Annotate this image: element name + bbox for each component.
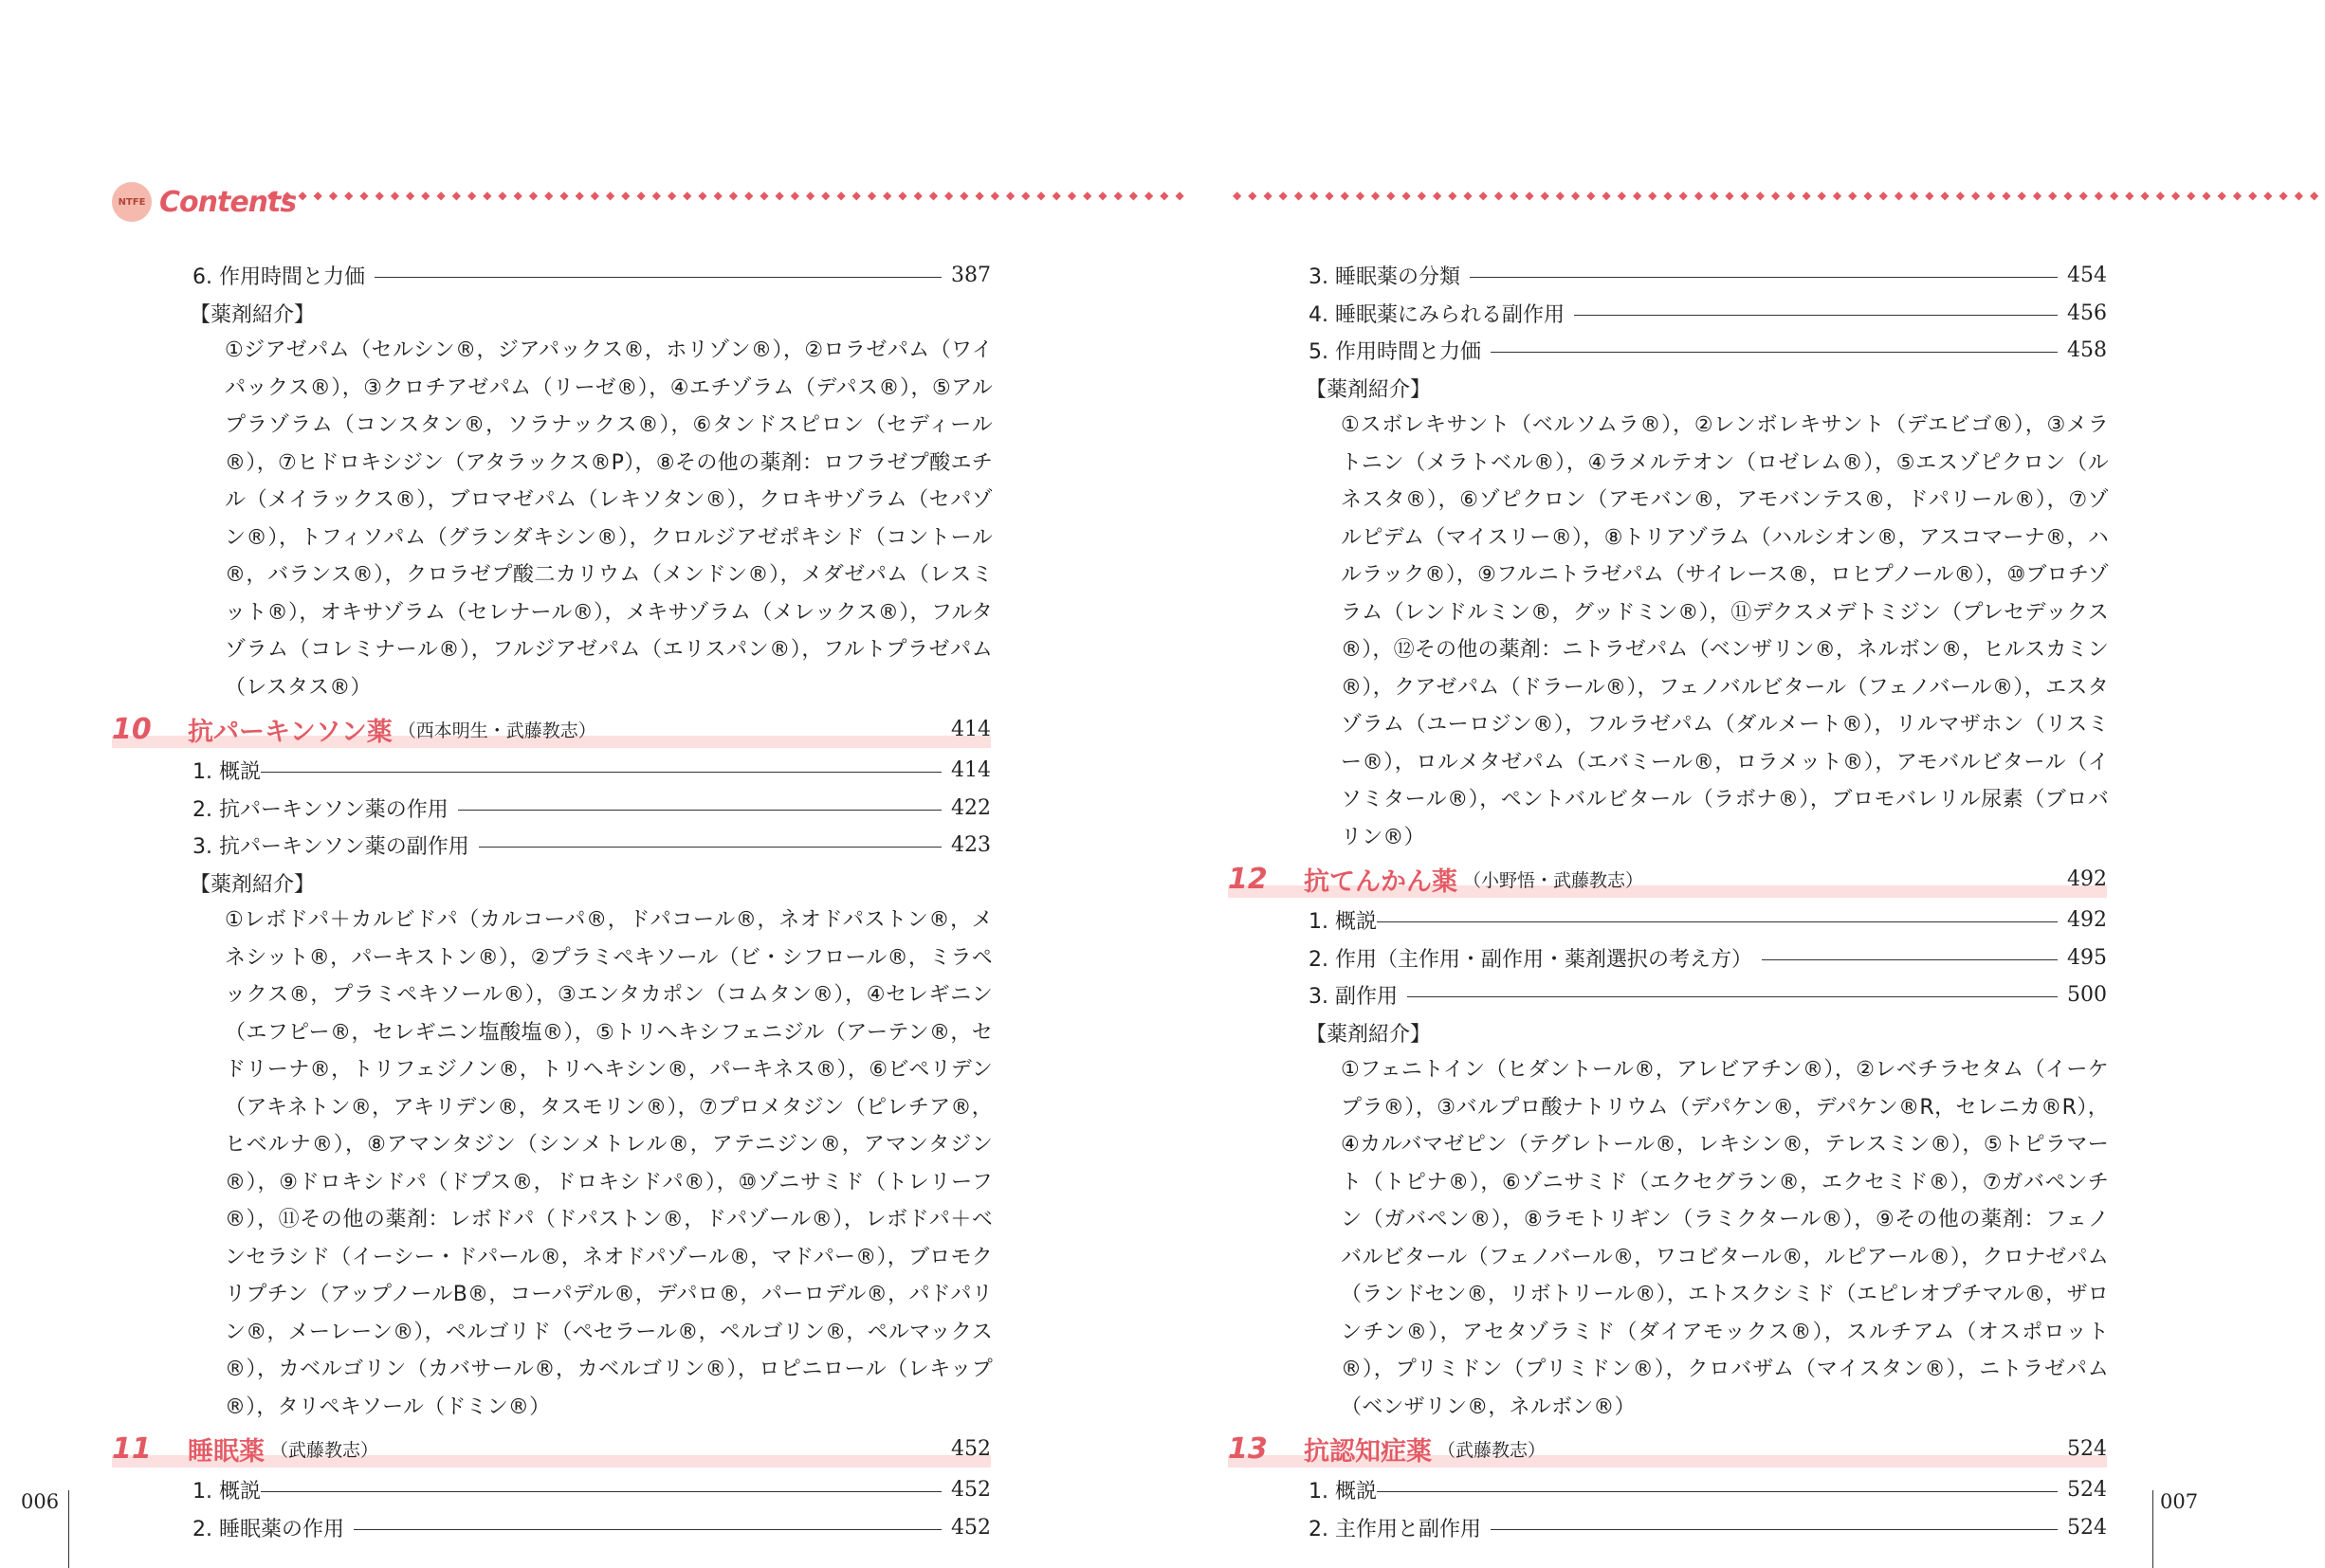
leader-line: [458, 810, 942, 811]
chapter-page: 452: [951, 1436, 991, 1461]
flower-badge-icon: NTFE: [112, 182, 152, 222]
toc-entry[interactable]: 1. 概説 492: [1309, 908, 2107, 935]
page-edge-line: [2152, 1490, 2153, 1568]
toc-entry[interactable]: 2. 睡眠薬の作用 452: [192, 1515, 991, 1541]
chapter-title: 睡眠薬: [188, 1436, 265, 1467]
page-edge-line: [68, 1490, 69, 1568]
section-label: 【薬剤紹介】: [1306, 377, 1432, 402]
toc-entry-page: 387: [951, 264, 991, 288]
section-label: 【薬剤紹介】: [190, 872, 316, 897]
chapter-number: 10: [112, 712, 152, 746]
leader-line: [1470, 277, 2058, 278]
chapter-page: 414: [951, 717, 991, 741]
chapter-authors: （西本明生・武藤教志）: [397, 720, 596, 741]
leader-line: [1574, 315, 2058, 316]
toc-entry[interactable]: 1. 概説 524: [1309, 1478, 2107, 1504]
leader-line: [261, 1491, 942, 1492]
drug-list: ①フェニトイン（ヒダントール®，アレビアチン®），②レベチラセタム（イーケプラ®），③バルプロ酸ナトリウム（デパケン®，デパケン®R，セレニカ®R），④カルバマゼピン（テグレトール®，レキシン®，テレスミン®），⑤トピラマート（トピナ®），⑥ゾニサミド（エクセグラン®，エクセミド®），⑦ガバペンチン（ガバペン®），⑧ラモトリギン（ラミクタール®），⑨その他の薬剤：フェノバルビタール（フェノバール®，ワコビタール®，ルピアール®），クロナゼパム（ランドセン®，リボトリール®），エトスクシミド（エピレオプチマル®，ザロンチン®），アセタゾラミド（ダイアモックス®），スルチアム（オスポロット®），プリミドン（プリミドン®），クロバザム（マイスタン®），ニトラゼパム（ベンザリン®，ネルボン®）: [1341, 1058, 2109, 1419]
chapter-title: 抗パーキンソン薬: [188, 717, 393, 747]
leader-line: [1491, 352, 2058, 353]
chapter-number: 11: [112, 1431, 152, 1466]
chapter-page: 492: [2067, 866, 2107, 891]
drug-list: ①レボドパ＋カルビドパ（カルコーパ®，ドパコール®，ネオドパストン®，メネシット®，パーキストン®），②プラミペキソール（ビ・シフロール®，ミラペックス®，プラミペキソール®），③エンタカポン（コムタン®），④セレギニン（エフピー®，セレギニン塩酸塩®），⑤トリヘキシフェニジル（アーテン®，セドリーナ®，トリフェジノン®，トリヘキシン®，パーキネス®），⑥ビペリデン（アキネトン®，アキリデン®，タスモリン®），⑦プロメタジン（ピレチア®，ヒベルナ®），⑧アマンタジン（シンメトレル®，アテニジン®，アマンタジン®），⑨ドロキシドパ（ドプス®，ドロキシドパ®），⑩ゾニサミド（トレリーフ®），⑪その他の薬剤：レボドパ（ドパストン®，ドパゾール®），レボドパ＋ベンセラシド（イーシー・ドパール®，ネオドパゾール®，マドパー®），ブロモクリプチン（アップノールB®，コーパデル®，デパロ®，パーロデル®，パドパリン®，メーレーン®），ペルゴリド（ペセラール®，ペルゴリン®，ペルマックス®），カベルゴリン（カバサール®，カベルゴリン®），ロピニロール（レキップ®），タリペキソール（ドミン®）: [225, 908, 993, 1419]
toc-left: [112, 257, 991, 1546]
chapter-12[interactable]: [1228, 856, 2107, 902]
drug-list: ①スボレキサント（ベルソムラ®），②レンボレキサント（デエビゴ®），③メラトニン（メラトベル®），④ラメルテオン（ロゼレム®），⑤エスゾピクロン（ルネスタ®），⑥ゾピクロン（アモバン®，アモバンテス®，ドパリール®），⑦ゾルピデム（マイスリー®），⑧トリアゾラム（ハルシオン®，アスコマーナ®，ハルラック®），⑨フルニトラゼパム（サイレース®，ロヒプノール®），⑩ブロチゾラム（レンドルミン®，グッドミン®），⑪デクスメデトミジン（プレセデックス®），⑫その他の薬剤：ニトラゼパム（ベンザリン®，ネルボン®，ヒルスカミン®），クアゼパム（ドラール®），フェノバルビタール（フェノバール®），エスタゾラム（ユーロジン®），フルラゼパム（ダルメート®），リルマザホン（リスミー®），ロルメタゼパム（エバミール®，ロラメット®），アモバルビタール（イソミタール®），ペントバルビタール（ラボナ®），ブロモバレリル尿素（ブロバリン®）: [1341, 413, 2109, 849]
chapter-authors: （武藤教志）: [270, 1439, 379, 1461]
chapter-title: 抗てんかん薬: [1304, 866, 1457, 897]
contents-title: Contents: [159, 185, 297, 219]
right-page: [1106, 0, 2325, 1568]
page-number: 006: [21, 1490, 60, 1513]
toc-entry[interactable]: 2. 作用（主作用・副作用・薬剤選択の考え方） 495: [1309, 945, 2107, 972]
leader-line: [354, 1529, 942, 1530]
leader-line: [375, 277, 942, 278]
toc-entry[interactable]: 4. 睡眠薬にみられる副作用 456: [1309, 301, 2107, 327]
chapter-authors: （武藤教志）: [1437, 1439, 1547, 1461]
toc-entry[interactable]: 5. 作用時間と力価 458: [1309, 338, 2107, 365]
toc-entry-title: 6. 作用時間と力価: [192, 265, 365, 290]
toc-right: [1228, 257, 2107, 1546]
leader-line: [1377, 1491, 2058, 1492]
chapter-number: 12: [1228, 862, 1268, 896]
leader-line: [1491, 1529, 2058, 1530]
drug-list: ①ジアゼパム（セルシン®，ジアパックス®，ホリゾン®），②ロラゼパム（ワイパックス®），③クロチアゼパム（リーゼ®），④エチゾラム（デパス®），⑤アルプラゾラム（コンスタン®，ソラナックス®），⑥タンドスピロン（セディール®），⑦ヒドロキシジン（アタラックス®P），⑧その他の薬剤：ロフラゼプ酸エチル（メイラックス®），ブロマゼパム（レキソタン®），クロキサゾラム（セパゾン®），トフィソパム（グランダキシン®），クロルジアゼポキシド（コントール®，バランス®），クロラゼプ酸二カリウム（メンドン®），メダゼパム（レスミット®），オキサゾラム（セレナール®），メキサゾラム（メレックス®），フルタゾラム（コレミナール®），フルジアゼパム（エリスパン®），フルトプラゼパム（レスタス®）: [225, 338, 993, 700]
page-number: 007: [2160, 1490, 2199, 1513]
chapter-11[interactable]: [112, 1426, 991, 1471]
leader-line: [1762, 959, 2058, 960]
toc-entry[interactable]: 3. 副作用 500: [1309, 983, 2107, 1010]
toc-entry[interactable]: 3. 睡眠薬の分類 454: [1309, 264, 2107, 290]
toc-entry[interactable]: [112, 257, 991, 295]
toc-entry[interactable]: 2. 抗パーキンソン薬の作用 422: [192, 795, 991, 822]
chapter-page: 524: [2067, 1436, 2107, 1461]
chapter-title: 抗認知症薬: [1304, 1436, 1432, 1467]
toc-entry[interactable]: 2. 主作用と副作用 524: [1309, 1515, 2107, 1541]
section-label: 【薬剤紹介】: [190, 302, 316, 327]
toc-entry[interactable]: 1. 概説 414: [192, 758, 991, 785]
chapter-authors: （小野悟・武藤教志）: [1463, 869, 1644, 891]
leader-line: [479, 847, 942, 848]
leader-line: [261, 772, 942, 773]
chapter-13[interactable]: [1228, 1426, 2107, 1471]
leader-line: [1407, 996, 2058, 997]
chapter-10[interactable]: [112, 706, 991, 752]
section-label: 【薬剤紹介】: [1306, 1022, 1432, 1047]
leader-line: [1377, 921, 2058, 922]
toc-entry[interactable]: 3. 抗パーキンソン薬の副作用 423: [192, 833, 991, 860]
chapter-number: 13: [1228, 1431, 1268, 1466]
toc-entry[interactable]: 1. 概説 452: [192, 1478, 991, 1504]
diamond-rule-right: ◆◆◆◆◆◆◆◆◆◆◆◆◆◆◆◆◆◆◆◆◆◆◆◆◆◆◆◆◆◆◆◆◆◆◆◆◆◆◆◆◆◆◆◆◆◆◆◆◆◆◆◆◆◆◆◆◆◆◆◆◆◆◆◆◆◆◆◆◆◆◆: [1233, 189, 2325, 202]
diamond-rule-left: ◆◆◆◆◆◆◆◆◆◆◆◆◆◆◆◆◆◆◆◆◆◆◆◆◆◆◆◆◆◆◆◆◆◆◆◆◆◆◆◆◆◆◆◆◆◆◆◆◆◆◆◆◆◆◆◆◆◆◆◆: [267, 189, 1191, 202]
